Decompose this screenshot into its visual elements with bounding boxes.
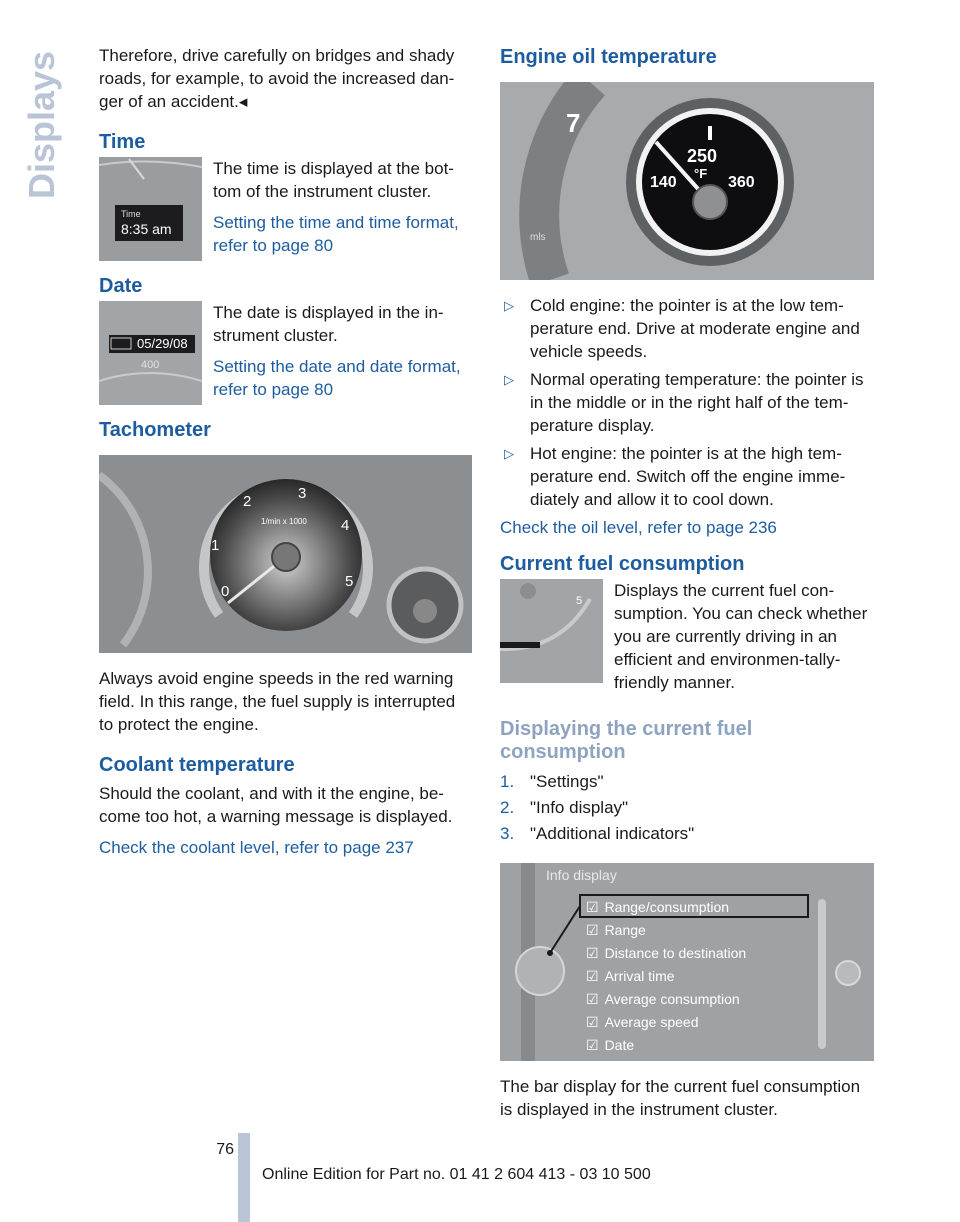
displaying-heading: Displaying the current fuel consumption: [500, 718, 753, 763]
date-link[interactable]: Setting the date and date format, refer to page 80: [213, 357, 461, 399]
checkbox-checked-icon: ☑: [586, 991, 599, 1007]
oil-link[interactable]: Check the oil level, refer to page 236: [500, 518, 777, 537]
fuel-body: Displays the current fuel con-sumption. You can check whether you are currently driving in an efficient and environmen-tally-friendly manner.: [614, 581, 868, 692]
date-figure-art: [99, 301, 202, 405]
tach-unit: 1/min x 1000: [261, 517, 307, 526]
oil-gauge-figure: [500, 82, 874, 280]
menu-item-distance: ☑ Distance to destination: [586, 945, 747, 961]
triangle-bullet-icon: ▷: [504, 298, 514, 313]
speedo-unit: mls: [530, 232, 546, 243]
oil-gauge-art: [500, 82, 874, 280]
triangle-bullet-icon: ▷: [504, 446, 514, 461]
oil-gauge-unit: °F: [694, 166, 708, 181]
steps-list: [500, 770, 874, 845]
list-item: 2. "Info display": [500, 798, 629, 817]
oil-bullet-list: [500, 294, 874, 511]
tachometer-body: Always avoid engine speeds in the red warning field. In this range, the fuel supply is interrupted to protect the engine.: [99, 669, 456, 734]
tach-tick-2: 2: [243, 493, 252, 510]
tach-tick-5: 5: [345, 573, 354, 590]
menu-item-arrival-time: ☑ Arrival time: [586, 968, 675, 984]
tachometer-figure: [99, 455, 472, 653]
checkbox-checked-icon: ☑: [586, 1037, 599, 1053]
menu-item-date: ☑ Date: [586, 1037, 635, 1053]
oil-gauge-mid: 250: [687, 146, 718, 166]
tach-tick-0: 0: [221, 583, 230, 600]
fuel-figure-art: [500, 579, 603, 683]
intro-paragraph: Therefore, drive carefully on bridges and shady roads, for example, to avoid the increased dan-ger of an accident.◂: [99, 46, 455, 111]
right-column: [500, 44, 874, 1121]
list-item: 1. "Settings": [500, 772, 604, 791]
closing-paragraph: The bar display for the current fuel consumption is displayed in the instrument cluster.: [500, 1077, 861, 1119]
date-heading: Date: [99, 275, 143, 297]
checkbox-checked-icon: ☑: [586, 922, 599, 938]
menu-item-average-speed: ☑ Average speed: [586, 1014, 699, 1030]
coolant-link[interactable]: Check the coolant level, refer to page 237: [99, 838, 414, 857]
checkbox-checked-icon: ☑: [586, 968, 599, 984]
time-body: The time is displayed at the bot-tom of the instrument cluster.: [213, 159, 454, 201]
footer-bar: [238, 1133, 250, 1222]
time-figure-value: 8:35 am: [121, 221, 172, 237]
time-heading: Time: [99, 131, 146, 153]
speedo-digit: 7: [566, 108, 581, 138]
date-figure-value: 05/29/08: [137, 336, 188, 351]
triangle-bullet-icon: ▷: [504, 372, 514, 387]
fuel-figure: [500, 579, 603, 683]
oil-gauge-high: 360: [728, 174, 755, 191]
fuel-heading: Current fuel consumption: [500, 553, 745, 575]
menu-item-average-consumption: ☑ Average consumption: [586, 991, 740, 1007]
menu-item-range-consumption: ☑ Range/consumption: [586, 899, 730, 915]
time-figure-art: [99, 157, 202, 261]
coolant-body: Should the coolant, and with it the engine, be-come too hot, a warning message is displayed.: [99, 784, 453, 826]
checkbox-checked-icon: ☑: [586, 945, 599, 961]
tach-tick-1: 1: [211, 537, 220, 554]
list-item: 3. "Additional indicators": [500, 824, 695, 843]
date-figure-scale: 400: [141, 359, 160, 371]
tach-tick-3: 3: [298, 485, 307, 502]
info-display-title: Info display: [546, 867, 617, 883]
tachometer-heading: Tachometer: [99, 419, 211, 441]
left-column: [99, 44, 472, 859]
time-link[interactable]: Setting the time and time format, refer to page 80: [213, 213, 459, 255]
info-display-screenshot: [500, 863, 874, 1061]
date-body: The date is displayed in the in-strument cluster.: [213, 303, 444, 345]
page-number: 76: [216, 1141, 234, 1158]
oil-heading: Engine oil temperature: [500, 46, 717, 68]
list-item: ▷ Hot engine: the pointer is at the high tem-perature end. Switch off the engine imme-diately and allow it to cool down.: [500, 442, 874, 511]
section-title: Displays: [21, 50, 62, 200]
fuel-figure-digit: 5: [576, 595, 583, 607]
list-item: ▷ Cold engine: the pointer is at the low tem-perature end. Drive at moderate engine and vehicle speeds.: [500, 294, 874, 363]
menu-item-range: ☑ Range: [586, 922, 646, 938]
checkbox-checked-icon: ☑: [586, 899, 599, 915]
edition-line: Online Edition for Part no. 01 41 2 604 413 - 03 10 500: [262, 1166, 651, 1183]
date-figure: [99, 301, 202, 405]
list-item: ▷ Normal operating temperature: the pointer is in the middle or in the right half of the tem-perature display.: [500, 368, 874, 437]
time-figure-label: Time: [121, 209, 141, 219]
checkbox-checked-icon: ☑: [586, 1014, 599, 1030]
oil-gauge-low: 140: [650, 174, 677, 191]
coolant-heading: Coolant temperature: [99, 754, 295, 776]
time-figure: [99, 157, 202, 261]
tachometer-art: [99, 455, 472, 653]
tach-tick-4: 4: [341, 517, 350, 534]
